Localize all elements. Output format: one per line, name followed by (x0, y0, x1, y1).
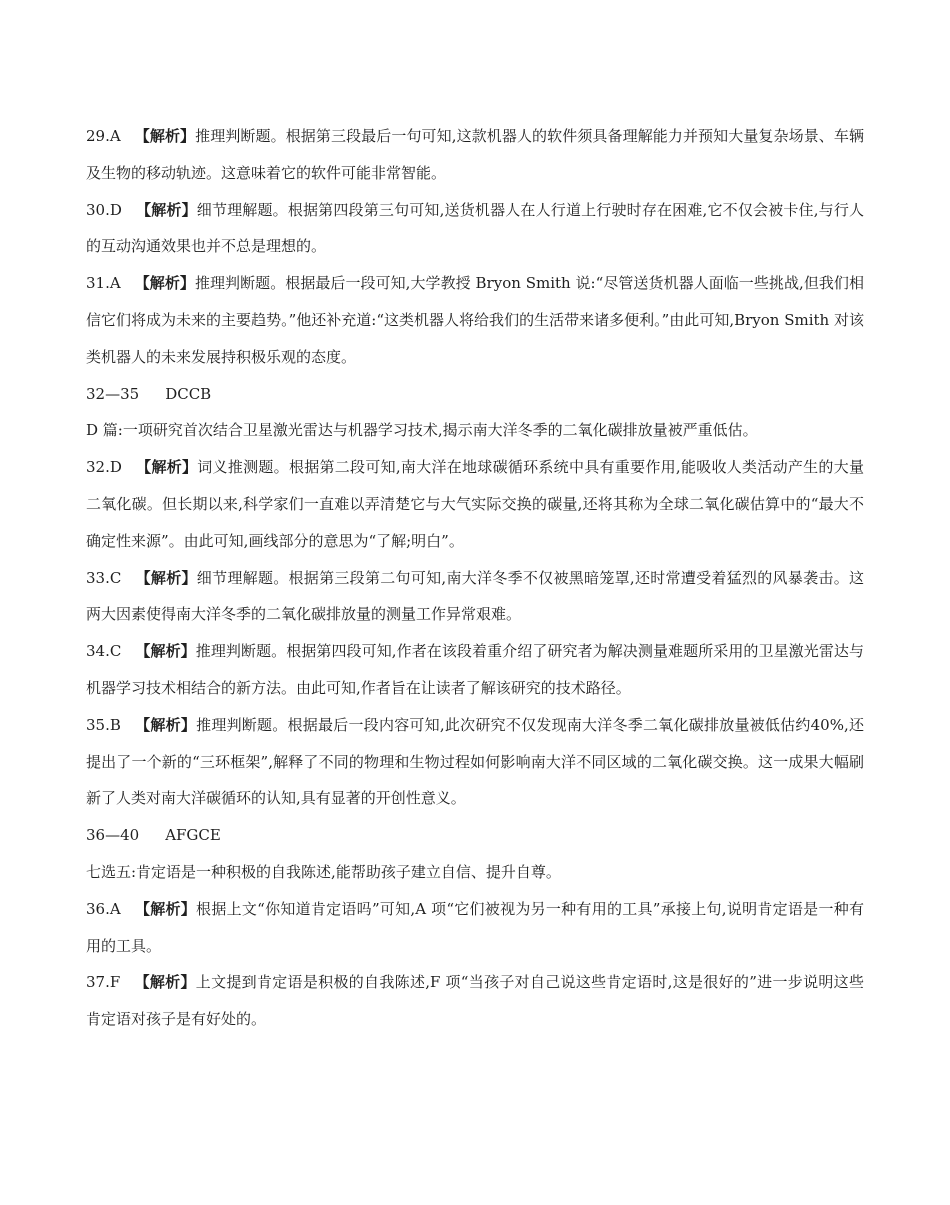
answer-explanation-32 (86, 449, 864, 559)
passage-summary-d (86, 412, 864, 449)
explanation-text: 细节理解题。根据第三段第二句可知,南大洋冬季不仅被黑暗笼罩,还时常遭受着猛烈的风暴袭击。这两大因素使得南大洋冬季的二氧化碳排放量的测量工作异常艰难。 (86, 568, 864, 624)
analysis-tag: 【解析】 (135, 200, 197, 219)
answer-letters: AFGCE (165, 826, 221, 845)
question-number: 34.C (86, 642, 122, 661)
answer-explanation-34 (86, 633, 864, 707)
explanation-text: 推理判断题。根据最后一段可知,大学教授 Bryon Smith 说:“尽管送货机器人面临一些挑战,但我们相信它们将成为未来的主要趋势。”他还补充道:“这类机器人将给我们的生活带来诸多便利。”由此可知,Bryon Smith 对该类机器人的未来发展持积极乐观的态度。 (86, 274, 864, 366)
explanation-text: 推理判断题。根据最后一段内容可知,此次研究不仅发现南大洋冬季二氧化碳排放量被低估约40%,还提出了一个新的“三环框架”,解释了不同的物理和生物过程如何影响南大洋不同区域的二氧化碳交换。这一成果大幅刷新了人类对南大洋碳循环的认知,具有显著的开创性意义。 (86, 715, 864, 808)
passage-summary-seven-choose-five (86, 854, 864, 891)
analysis-tag: 【解析】 (135, 642, 196, 661)
analysis-tag: 【解析】 (134, 973, 196, 992)
analysis-tag: 【解析】 (134, 274, 195, 293)
analysis-tag: 【解析】 (135, 568, 197, 587)
question-number: 32.D (86, 458, 122, 477)
question-number: 29.A (86, 127, 121, 145)
question-number: 33.C (86, 568, 122, 587)
analysis-tag: 【解析】 (135, 458, 198, 477)
explanation-text: 上文提到肯定语是积极的自我陈述,F 项“当孩子对自己说这些肯定语时,这是很好的”进一步说明这些肯定语对孩子是有好处的。 (86, 973, 864, 1029)
explanation-text: 词义推测题。根据第二段可知,南大洋在地球碳循环系统中具有重要作用,能吸收人类活动产生的大量二氧化碳。但长期以来,科学家们一直难以弄清楚它与大气实际交换的碳量,还将其称为全球二氧化碳估算中的“最大不确定性来源”。由此可知,画线部分的意思为“了解;明白”。 (86, 458, 864, 550)
answer-letters: DCCB (165, 384, 212, 403)
answer-explanation-36 (86, 891, 864, 965)
summary-text: D 篇:一项研究首次结合卫星激光雷达与机器学习技术,揭示南大洋冬季的二氧化碳排放量被严重低估。 (86, 421, 758, 440)
analysis-tag: 【解析】 (134, 899, 197, 918)
answer-key-36-40 (86, 817, 864, 854)
analysis-tag: 【解析】 (134, 715, 197, 734)
answer-explanation-37 (86, 964, 864, 1038)
question-number: 36.A (86, 899, 121, 918)
answer-range: 36—40 (86, 826, 140, 845)
question-number: 30.D (86, 200, 122, 219)
answer-explanation-30 (86, 192, 864, 266)
explanation-text: 根据上文“你知道肯定语吗”可知,A 项“它们被视为另一种有用的工具”承接上句,说明肯定语是一种有用的工具。 (86, 899, 864, 955)
analysis-tag: 【解析】 (134, 127, 196, 145)
explanation-text: 推理判断题。根据第三段最后一句可知,这款机器人的软件须具备理解能力并预知大量复杂场景、车辆及生物的移动轨迹。这意味着它的软件可能非常智能。 (86, 127, 864, 182)
answer-explanation-29 (86, 118, 864, 192)
answer-explanation-31 (86, 265, 864, 375)
explanation-text: 推理判断题。根据第四段可知,作者在该段着重介绍了研究者为解决测量难题所采用的卫星激光雷达与机器学习技术相结合的新方法。由此可知,作者旨在让读者了解该研究的技术路径。 (86, 642, 864, 697)
answer-key-32-35 (86, 376, 864, 413)
answer-range: 32—35 (86, 384, 140, 403)
question-number: 35.B (86, 715, 121, 734)
answer-explanation-35 (86, 707, 864, 817)
summary-text: 七选五:肯定语是一种积极的自我陈述,能帮助孩子建立自信、提升自尊。 (86, 862, 561, 881)
question-number: 37.F (86, 973, 121, 992)
answer-explanation-33 (86, 560, 864, 634)
question-number: 31.A (86, 274, 121, 293)
explanation-text: 细节理解题。根据第四段第三句可知,送货机器人在人行道上行驶时存在困难,它不仅会被卡住,与行人的互动沟通效果也并不总是理想的。 (86, 200, 864, 256)
